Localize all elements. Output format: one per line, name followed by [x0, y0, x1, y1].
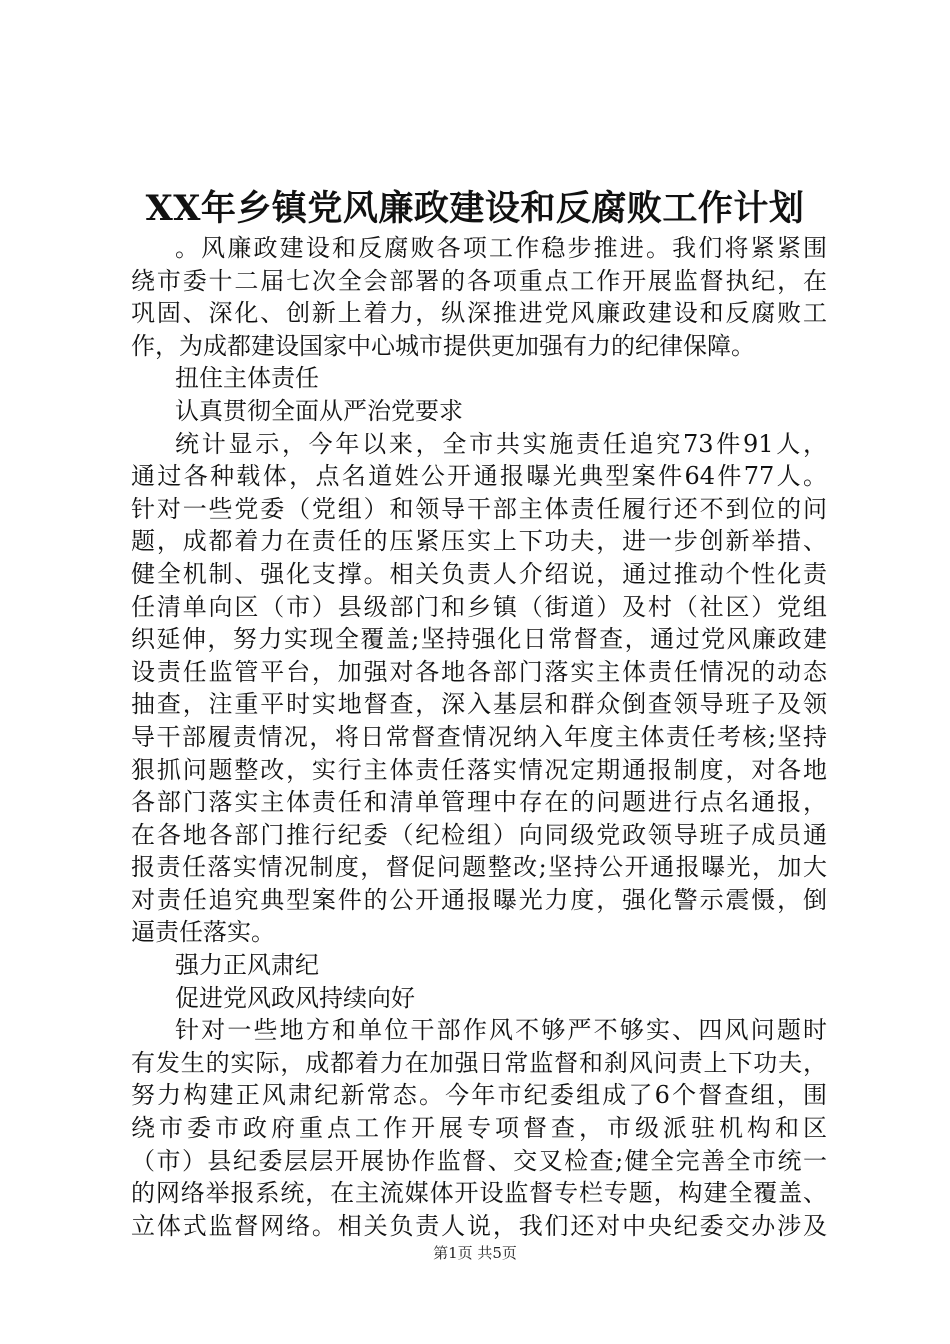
- text-line: 努力构建正风肃纪新常态。今年市纪委组成了6个督查组，围: [131, 1081, 827, 1110]
- text-line: 针对一些党委（党组）和领导干部主体责任履行还不到位的问: [131, 494, 827, 523]
- section-heading: 强力正风肃纪: [175, 951, 319, 980]
- text-line: 狠抓问题整改，实行主体责任落实情况定期通报制度，对各地: [131, 755, 827, 784]
- section-subheading: 认真贯彻全面从严治党要求: [175, 396, 463, 425]
- text-line: 立体式监督网络。相关负责人说，我们还对中央纪委交办涉及: [131, 1211, 827, 1240]
- text-line: 通过各种载体，点名道姓公开通报曝光典型案件64件77人。: [131, 462, 827, 491]
- text-line: （市）县纪委层层开展协作监督、交叉检查;健全完善全市统一: [131, 1146, 827, 1175]
- text-line: 任清单向区（市）县级部门和乡镇（街道）及村（社区）党组: [131, 592, 827, 621]
- text-line: 。风廉政建设和反腐败各项工作稳步推进。我们将紧紧围: [175, 234, 827, 262]
- document-body: [131, 232, 827, 1242]
- text-line: 织延伸，努力实现全覆盖;坚持强化日常督查，通过党风廉政建: [131, 625, 827, 654]
- text-line: 导干部履责情况，将日常督查情况纳入年度主体责任考核;坚持: [131, 722, 827, 751]
- text-line: 逼责任落实。: [131, 918, 275, 947]
- text-line: 针对一些地方和单位干部作风不够严不够实、四风问题时: [175, 1016, 827, 1045]
- text-line: 健全机制、强化支撑。相关负责人介绍说，通过推动个性化责: [131, 559, 827, 588]
- text-line: 各部门落实主体责任和清单管理中存在的问题进行点名通报，: [131, 788, 827, 817]
- text-line: 绕市委十二届七次全会部署的各项重点工作开展监督执纪，在: [131, 266, 827, 295]
- text-line: 对责任追究典型案件的公开通报曝光力度，强化警示震慑，倒: [131, 885, 827, 914]
- text-line: 在各地各部门推行纪委（纪检组）向同级党政领导班子成员通: [131, 820, 827, 849]
- text-line: 设责任监管平台，加强对各地各部门落实主体责任情况的动态: [131, 657, 827, 686]
- text-line: 绕市委市政府重点工作开展专项督查，市级派驻机构和区: [131, 1114, 827, 1143]
- text-line: 作，为成都建设国家中心城市提供更加强有力的纪律保障。: [131, 331, 755, 360]
- text-line: 抽查，注重平时实地督查，深入基层和群众倒查领导班子及领: [131, 690, 827, 719]
- section-heading: 扭住主体责任: [175, 364, 319, 393]
- text-line: 有发生的实际，成都着力在加强日常监督和刹风问责上下功夫，: [131, 1048, 827, 1077]
- text-line: 巩固、深化、创新上着力，纵深推进党风廉政建设和反腐败工: [131, 299, 827, 328]
- section-subheading: 促进党风政风持续向好: [175, 983, 415, 1012]
- text-line: 的网络举报系统，在主流媒体开设监督专栏专题，构建全覆盖、: [131, 1179, 827, 1208]
- document-title: XX年乡镇党风廉政建设和反腐败工作计划: [145, 188, 805, 229]
- page-number-footer: 第1页 共5页: [433, 1244, 517, 1262]
- text-line: 题，成都着力在责任的压紧压实上下功夫，进一步创新举措、: [131, 527, 827, 556]
- text-line: 统计显示，今年以来，全市共实施责任追究73件91人，: [175, 429, 827, 458]
- text-line: 报责任落实情况制度，督促问题整改;坚持公开通报曝光，加大: [131, 853, 827, 882]
